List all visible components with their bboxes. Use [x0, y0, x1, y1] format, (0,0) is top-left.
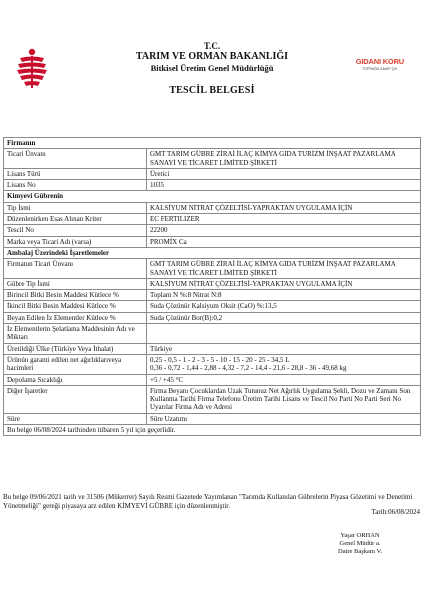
row-label: Beyan Edilen İz Elementler Kütlece % — [4, 312, 147, 323]
header-ministry: TARIM VE ORMAN BAKANLIĞI — [135, 51, 289, 62]
row-value: Üretici — [147, 168, 421, 179]
row-label: Tip İsmi — [4, 202, 147, 213]
table-row — [4, 385, 421, 413]
table-row — [4, 278, 421, 289]
table-row — [4, 343, 421, 354]
row-value: PROMİX Ca — [147, 236, 421, 247]
header-tc: T.C. — [203, 41, 221, 51]
table-row — [4, 374, 421, 385]
document-date: Tarih:06/08/2024 — [371, 508, 420, 516]
row-value: 22200 — [147, 225, 421, 236]
table-row — [4, 149, 421, 169]
row-value: Türkiye — [147, 343, 421, 354]
section-header-firm: Firmanın — [4, 138, 421, 149]
row-label: Birincil Bitki Besin Maddesi Kütlece % — [4, 290, 147, 301]
row-value: GMT TARIM GÜBRE ZİRAİ İLAÇ KİMYA GIDA TURİZM İNŞAAT PAZARLAMA SANAYİ VE TİCARET LİMİTED ŞİRKETİ — [147, 259, 421, 279]
table-row — [4, 290, 421, 301]
table-row — [4, 312, 421, 323]
row-label: Diğer İşaretler — [4, 385, 147, 413]
row-label: Lisans Türü — [4, 168, 147, 179]
row-label: Firmanın Ticari Ünvanı — [4, 259, 147, 279]
row-value — [147, 324, 421, 344]
row-label: İz Elementlerin Şelatlama Maddesinin Adı ve Miktarı — [4, 324, 147, 344]
table-row — [4, 214, 421, 225]
row-value: Suda Çözünür Bor(B):0,2 — [147, 312, 421, 323]
row-value: KALSİYUM NİTRAT ÇÖZELTİSİ-YAPRAKTAN UYGULAMA İÇİN — [147, 202, 421, 213]
row-label: Ticari Ünvanı — [4, 149, 147, 169]
brand-name: GIDANI KORU — [355, 57, 404, 66]
table-row — [4, 413, 421, 424]
row-label: Ürünün garanti edilen net ağırlıklarıveya hacimleri — [4, 354, 147, 374]
signer-role: Daire Başkanı V. — [338, 548, 382, 555]
table-row — [4, 324, 421, 344]
brand-logo — [356, 57, 404, 71]
regulation-note: Bu belge 09/06/2021 tarih ve 31506 (Mükerrer) Sayılı Resmi Gazetede Yayımlanan "Tarımda Kullanılan Gübrelerin Piyasa Gözetimi ve Denetimi Yönetmeliği" gereği piyasaya arz edilen KİMYEVİ GÜBRE için düzenlenmiştir. — [3, 493, 413, 510]
section-header-package: Ambalaj Üzerindeki İşaretlemeler — [4, 247, 421, 258]
row-value: Suda Çözünür Kalsiyum Oksit (CaO) %:13,5 — [147, 301, 421, 312]
table-row — [4, 259, 421, 279]
row-label: Üretildiği Ülke (Türkiye Veya İthalat) — [4, 343, 147, 354]
row-value: GMT TARIM GÜBRE ZİRAİ İLAÇ KİMYA GIDA TURİZM İNŞAAT PAZARLAMA SANAYİ VE TİCARET LİMİTED ŞİRKETİ — [147, 149, 421, 169]
registration-table — [3, 137, 421, 436]
validity-text: Bu belge 06/08/2024 tarihinden itibaren 5 yıl için geçerlidir. — [4, 425, 421, 436]
row-value: EC FERTILIZER — [147, 214, 421, 225]
row-label: Depolama Sıcaklığı — [4, 374, 147, 385]
row-label: Lisans No — [4, 180, 147, 191]
row-value: Süre Uzatımı — [147, 413, 421, 424]
validity-row — [4, 425, 421, 436]
signer-name: Yaşar ORHAN — [340, 532, 380, 539]
row-value: 0,25 - 0,5 - 1 - 2 - 3 - 5 - 10 - 15 - 20 - 25 - 34,5 L 0,36 - 0,72 - 1,44 - 2,88 - 4,32 - 7,2 - 14,4 - 21,6 - 28,8 - 36 - 49,68 kg — [147, 354, 421, 374]
row-label: Düzenlenirken Esas Alınan Kriter — [4, 214, 147, 225]
letterhead — [0, 0, 424, 100]
brand-slogan: TOPRAĞA SAHİP ÇIK — [362, 67, 398, 71]
table-row — [4, 236, 421, 247]
row-label: İkincil Bitki Besin Maddesi Kütlece % — [4, 301, 147, 312]
row-label: Gübre Tip İsmi — [4, 278, 147, 289]
table-row — [4, 225, 421, 236]
signer-title: Genel Müdür a. — [339, 540, 381, 547]
document-title: TESCİL BELGESİ — [169, 85, 255, 96]
table-row — [4, 202, 421, 213]
row-label: Marka veya Ticari Adı (varsa) — [4, 236, 147, 247]
row-value: Firma Beyanı Çocuklardan Uzak Tutunuz Net Ağırlık Uygulama Şekli, Dozu ve Zamanı Son Kullanma Tarihi Firma Telefonu Üretim Tarihi Lisans ve Tescil No Parti No Parti Seri No Uyarılar Firma Adı ve Adresi — [147, 385, 421, 413]
table-row — [4, 168, 421, 179]
table-row — [4, 301, 421, 312]
row-value: KALSİYUM NİTRAT ÇÖZELTİSİ-YAPRAKTAN UYGULAMA İÇİN — [147, 278, 421, 289]
row-value: Toplam N %:8 Nitrat N:8 — [147, 290, 421, 301]
table-row — [4, 180, 421, 191]
row-label: Süre — [4, 413, 147, 424]
header-directorate: Bitkisel Üretim Genel Müdürlüğü — [150, 63, 274, 73]
row-label: Tescil No — [4, 225, 147, 236]
table-row — [4, 354, 421, 374]
row-value: +5 / +45 °C — [147, 374, 421, 385]
row-value: 1035 — [147, 180, 421, 191]
signature-block — [310, 532, 410, 556]
section-header-fertilizer: Kimyevi Gübrenin — [4, 191, 421, 202]
